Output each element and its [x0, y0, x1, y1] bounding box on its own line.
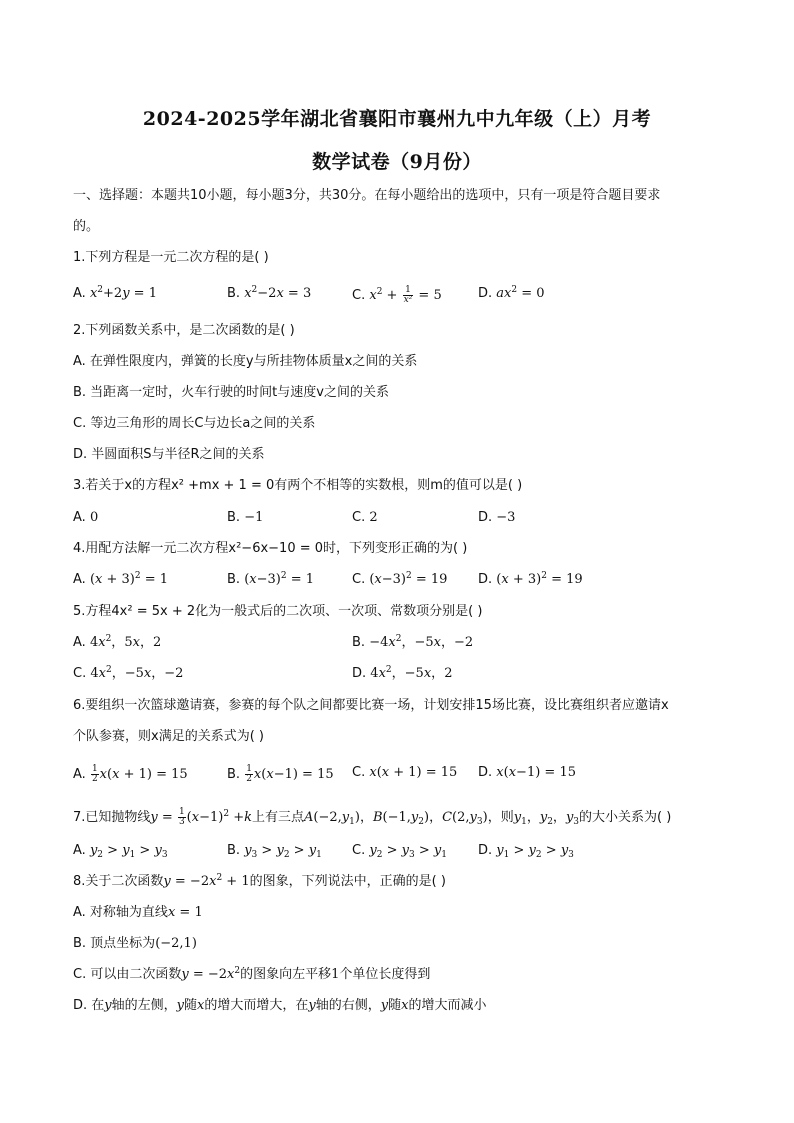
question-3-stem: 3.若关于x的方程x² +mx + 1 = 0有两个不相等的实数根，则m的值可以是( )	[73, 478, 523, 493]
question-7-option-d: D. $y_1 > y_2 > y_3$	[478, 843, 574, 860]
question-6-option-c: C. x(x + 1) = 15	[352, 765, 458, 780]
question-4-option-d: D. $(x + 3)^2 = 19$	[478, 571, 583, 587]
section-intro-line2: 的。	[73, 219, 100, 234]
question-8-option-a: A. 对称轴为直线x = 1	[73, 905, 203, 920]
section-intro-line1: 一、选择题：本题共10小题，每小题3分，共30分。在每小题给出的选项中，只有一项是符合题目要求	[73, 188, 661, 203]
question-8-option-c: C. 可以由二次函数$y = -2x^2$的图象向左平移1个单位长度得到	[73, 966, 431, 982]
question-1-option-d: D. $ax^2 = 0$	[478, 285, 545, 301]
question-7-stem: 7.已知抛物线y = $\frac{1}{3}$ $(x-1)^2 +k$上有三点$A(-2,y_1)$，$B(-1,y_2)$，$C(2,y_3)$，则$y_1$，$y_2$，$y_3$的大小关系为( )	[73, 807, 672, 827]
question-1-option-c: C. $x^2$ + $\frac{1}{\text{x²}}$ = 5	[352, 285, 442, 305]
question-3-option-d: D. −3	[478, 510, 516, 525]
question-4-option-c: C. $(x-3)^2 = 19$	[352, 571, 448, 587]
question-3-option-c: C. 2	[352, 510, 378, 525]
question-1-stem: 1.下列方程是一元二次方程的是( )	[73, 250, 269, 265]
question-3-option-a: A. 0	[73, 510, 99, 525]
question-5-option-c: C. $4x^2$，−5x，−2	[73, 665, 184, 681]
question-4-stem: 4.用配方法解一元二次方程x²−6x−10 = 0时，下列变形正确的为( )	[73, 541, 468, 556]
question-6-option-d: D. x(x−1) = 15	[478, 765, 576, 780]
exam-title-line2: 数学试卷（9月份）	[312, 151, 482, 173]
question-2-option-d: D. 半圆面积S与半径R之间的关系	[73, 447, 265, 462]
question-4-option-b: B. $(x-3)^2 = 1$	[227, 571, 315, 587]
question-2-option-c: C. 等边三角形的周长C与边长a之间的关系	[73, 416, 316, 431]
question-4-option-a: A. $(x + 3)^2 = 1$	[73, 571, 169, 587]
question-8-stem: 8.关于二次函数$y = -2x^2 + 1$的图象，下列说法中，正确的是( )	[73, 873, 446, 889]
question-1-option-a: A. $x^2+2y = 1$	[73, 285, 157, 301]
exam-title-line1: 2024-2025学年湖北省襄阳市襄州九中九年级（上）月考	[142, 108, 652, 130]
question-8-option-d: D. 在y轴的左侧，y随x的增大而增大，在y轴的右侧，y随x的增大而减小	[73, 998, 487, 1013]
question-5-stem: 5.方程4x² = 5x + 2化为一般式后的二次项、一次项、常数项分别是( )	[73, 604, 483, 619]
question-6-stem-line1: 6.要组织一次篮球邀请赛，参赛的每个队之间都要比赛一场，计划安排15场比赛，设比赛组织者应邀请x	[73, 698, 669, 713]
question-2-stem: 2.下列函数关系中，是二次函数的是( )	[73, 323, 295, 338]
question-2-option-a: A. 在弹性限度内，弹簧的长度y与所挂物体质量x之间的关系	[73, 354, 418, 369]
question-3-option-b: B. −1	[227, 510, 264, 525]
question-7-option-b: B. $y_3 > y_2 > y_1$	[227, 843, 322, 860]
question-7-option-c: C. $y_2 > y_3 > y_1$	[352, 843, 447, 860]
question-5-option-a: A. $4x^2$，5x，2	[73, 634, 162, 650]
question-2-option-b: B. 当距离一定时，火车行驶的时间t与速度v之间的关系	[73, 385, 389, 400]
question-6-option-b: B. $\frac{1}{2}$ x(x−1) = 15	[227, 764, 334, 784]
question-8-option-b: B. 顶点坐标为(−2,1)	[73, 936, 197, 951]
question-6-stem-line2: 个队参赛，则x满足的关系式为( )	[73, 729, 264, 744]
question-5-option-d: D. $4x^2$，−5x，2	[352, 665, 453, 681]
question-5-option-b: B. $-4x^2$，−5x，−2	[352, 634, 474, 650]
question-7-option-a: A. $y_2 > y_1 > y_3$	[73, 843, 168, 860]
question-1-option-b: B. $x^2-2x = 3$	[227, 285, 312, 301]
question-6-option-a: A. $\frac{1}{2}$ x(x + 1) = 15	[73, 764, 188, 784]
